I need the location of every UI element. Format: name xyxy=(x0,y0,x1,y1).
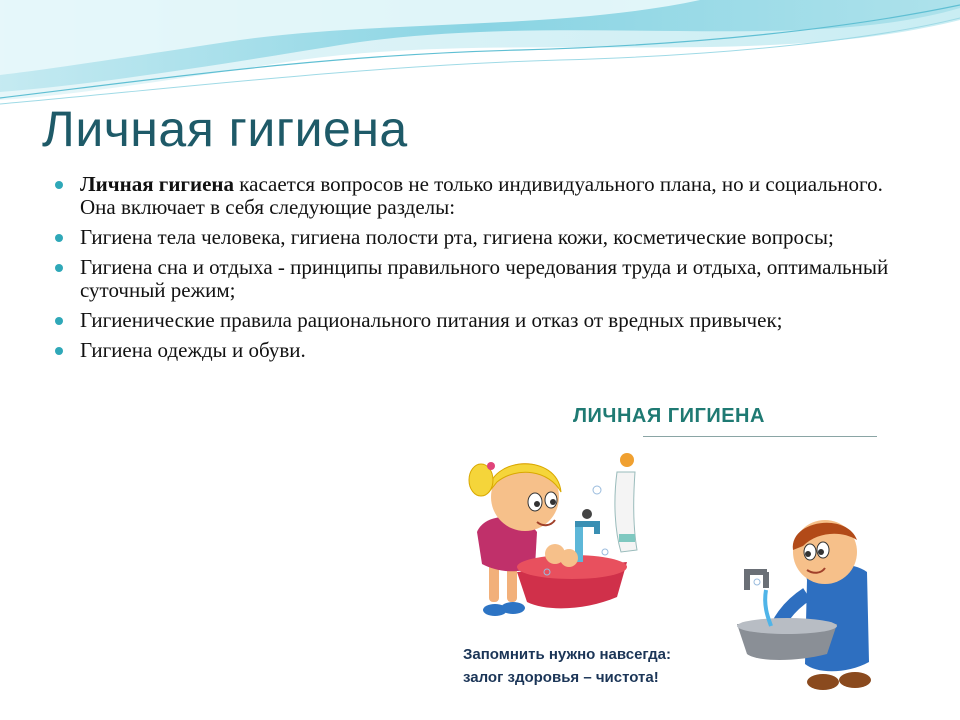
poster-divider xyxy=(643,436,877,437)
bullet-list xyxy=(52,173,912,369)
wave-header-decoration xyxy=(0,0,960,115)
bullet-dot-icon xyxy=(55,181,63,189)
bullet-text: Гигиена одежды и обуви. xyxy=(80,338,306,362)
bullet-item xyxy=(52,309,912,332)
girl-washing-illustration xyxy=(469,453,637,616)
bullet-dot-icon xyxy=(55,264,63,272)
bullet-dot-icon xyxy=(55,347,63,355)
bullet-item xyxy=(52,339,912,362)
bullet-item xyxy=(52,226,912,249)
bullet-dot-icon xyxy=(55,234,63,242)
bullet-text: Гигиена сна и отдыха - принципы правильного чередования труда и отдыха, оптимальный суточный режим; xyxy=(80,255,889,302)
bullet-item xyxy=(52,173,912,219)
motto-line-1: Запомнить нужно навсегда: xyxy=(463,646,671,663)
bullet-text: Гигиена тела человека, гигиена полости рта, гигиена кожи, косметические вопросы; xyxy=(80,225,834,249)
bullet-bold-text: Личная гигиена xyxy=(80,172,234,196)
bullet-text: Гигиенические правила рационального питания и отказ от вредных привычек; xyxy=(80,308,783,332)
boy-washing-illustration xyxy=(737,520,871,690)
hygiene-poster xyxy=(437,362,900,702)
motto-line-2: залог здоровья – чистота! xyxy=(463,669,659,686)
bullet-dot-icon xyxy=(55,317,63,325)
bullet-text: касается вопросов не только индивидуального плана, но и социального. Она включает в себя следующие разделы: xyxy=(80,172,883,219)
slide-title: Личная гигиена xyxy=(42,101,408,157)
poster-title: ЛИЧНАЯ ГИГИЕНА xyxy=(573,405,765,427)
bullet-item xyxy=(52,256,912,302)
poster-motto xyxy=(463,643,671,689)
